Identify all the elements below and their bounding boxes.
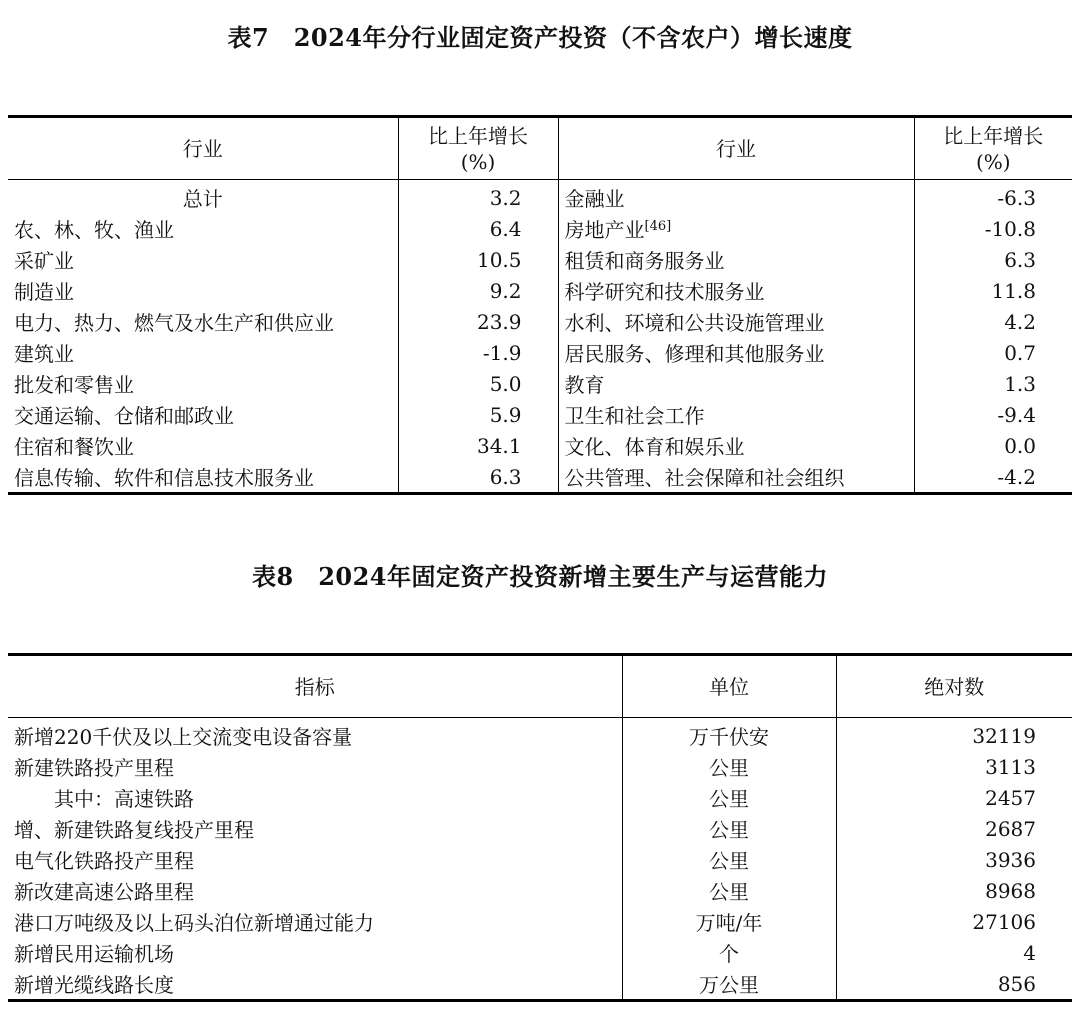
growth-value: 0.7 (914, 337, 1072, 368)
unit-value: 公里 (622, 782, 836, 813)
unit-value: 公里 (622, 875, 836, 906)
growth-value: -4.2 (914, 461, 1072, 494)
table-row (8, 368, 1072, 399)
table-8-title: 表8 2024年固定资产投资新增主要生产与运营能力 (252, 562, 828, 591)
growth-value: 6.4 (398, 213, 558, 244)
industry-name: 金融业 (558, 180, 914, 214)
header-row (8, 117, 1072, 180)
table-row (8, 180, 1072, 214)
growth-value: 5.9 (398, 399, 558, 430)
table-row (8, 937, 1072, 968)
industry-name: 教育 (558, 368, 914, 399)
header-growth-left-line2: (%) (460, 149, 496, 174)
growth-value: 5.0 (398, 368, 558, 399)
header-growth-right (914, 117, 1072, 180)
absolute-value: 27106 (836, 906, 1072, 937)
indicator-name: 新改建高速公路里程 (14, 880, 194, 904)
industry-name: 总计 (182, 187, 223, 211)
header-industry-left: 行业 (8, 117, 398, 180)
unit-value: 公里 (622, 813, 836, 844)
indicator-name: 增、新建铁路复线投产里程 (14, 818, 254, 842)
industry-name: 文化、体育和娱乐业 (558, 430, 914, 461)
industry-name: 住宿和餐饮业 (14, 435, 134, 459)
growth-value: 11.8 (914, 275, 1072, 306)
header-growth-left-line1: 比上年增长 (428, 123, 528, 148)
industry-name: 卫生和社会工作 (558, 399, 914, 430)
table-row (8, 751, 1072, 782)
header-industry-right: 行业 (558, 117, 914, 180)
absolute-value: 8968 (836, 875, 1072, 906)
table-8 (8, 653, 1072, 1002)
table-row (8, 337, 1072, 368)
absolute-value: 2457 (836, 782, 1072, 813)
industry-name: 居民服务、修理和其他服务业 (558, 337, 914, 368)
unit-value: 公里 (622, 844, 836, 875)
growth-value: -6.3 (914, 180, 1072, 214)
growth-value: -9.4 (914, 399, 1072, 430)
indicator-name: 港口万吨级及以上码头泊位新增通过能力 (14, 911, 374, 935)
indicator-name: 新增光缆线路长度 (14, 973, 174, 997)
header-growth-right-line1: 比上年增长 (943, 123, 1044, 148)
table-row (8, 275, 1072, 306)
absolute-value: 3113 (836, 751, 1072, 782)
industry-name: 批发和零售业 (14, 373, 134, 397)
indicator-name: 其中：高速铁路 (54, 787, 194, 811)
industry-name: 租赁和商务服务业 (558, 244, 914, 275)
header-growth-right-line2: (%) (975, 149, 1011, 174)
industry-name: 采矿业 (14, 249, 74, 273)
industry-name: 房地产业 (564, 218, 645, 242)
growth-value: 6.3 (398, 461, 558, 494)
table-row-sub-item (8, 782, 1072, 813)
table-row (8, 718, 1072, 752)
table-row (8, 430, 1072, 461)
industry-name: 信息传输、软件和信息技术服务业 (14, 466, 314, 490)
table-row (8, 813, 1072, 844)
industry-name: 水利、环境和公共设施管理业 (558, 306, 914, 337)
unit-value: 万千伏安 (622, 718, 836, 752)
growth-value: 23.9 (398, 306, 558, 337)
table-row (8, 213, 1072, 244)
table-row (8, 844, 1072, 875)
indicator-name: 新增220千伏及以上交流变电设备容量 (14, 725, 353, 749)
absolute-value: 4 (836, 937, 1072, 968)
absolute-value: 32119 (836, 718, 1072, 752)
growth-value: 9.2 (398, 275, 558, 306)
growth-value: 4.2 (914, 306, 1072, 337)
growth-value: 10.5 (398, 244, 558, 275)
header-indicator: 指标 (8, 655, 622, 718)
growth-value: 0.0 (914, 430, 1072, 461)
industry-name: 农、林、牧、渔业 (14, 218, 174, 242)
industry-name: 建筑业 (14, 342, 74, 366)
table-row (8, 461, 1072, 494)
absolute-value: 856 (836, 968, 1072, 1001)
indicator-name: 新建铁路投产里程 (14, 756, 174, 780)
table-row (8, 875, 1072, 906)
industry-name: 电力、热力、燃气及水生产和供应业 (14, 311, 334, 335)
growth-value: 1.3 (914, 368, 1072, 399)
footnote-ref: [46] (644, 219, 672, 234)
header-row (8, 655, 1072, 718)
absolute-value: 2687 (836, 813, 1072, 844)
industry-name: 公共管理、社会保障和社会组织 (558, 461, 914, 494)
table-row (8, 906, 1072, 937)
header-absolute: 绝对数 (836, 655, 1072, 718)
unit-value: 公里 (622, 751, 836, 782)
table-7-title: 表7 2024年分行业固定资产投资（不含农户）增长速度 (227, 23, 853, 52)
growth-value: 34.1 (398, 430, 558, 461)
unit-value: 万吨/年 (622, 906, 836, 937)
industry-name: 科学研究和技术服务业 (558, 275, 914, 306)
unit-value: 个 (622, 937, 836, 968)
industry-name: 交通运输、仓储和邮政业 (14, 404, 234, 428)
absolute-value: 3936 (836, 844, 1072, 875)
growth-value: 3.2 (398, 180, 558, 214)
industry-name: 制造业 (14, 280, 74, 304)
growth-value: -10.8 (914, 213, 1072, 244)
indicator-name: 电气化铁路投产里程 (14, 849, 194, 873)
table-row (8, 244, 1072, 275)
table-row (8, 399, 1072, 430)
table-7 (8, 115, 1072, 495)
unit-value: 万公里 (622, 968, 836, 1001)
indicator-name: 新增民用运输机场 (14, 942, 174, 966)
table-row (8, 968, 1072, 1001)
header-growth-left (398, 117, 558, 180)
header-unit: 单位 (622, 655, 836, 718)
industry-name-with-note (558, 213, 914, 244)
growth-value: 6.3 (914, 244, 1072, 275)
growth-value: -1.9 (398, 337, 558, 368)
table-row (8, 306, 1072, 337)
